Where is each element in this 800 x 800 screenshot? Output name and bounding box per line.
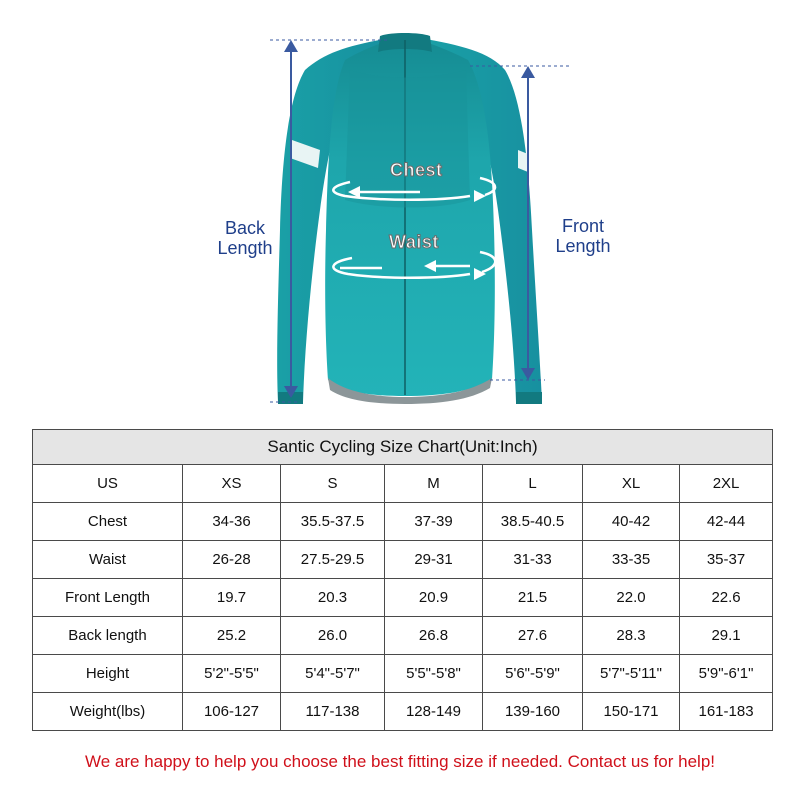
table-cell: 28.3 bbox=[583, 617, 680, 655]
table-cell: 21.5 bbox=[483, 579, 583, 617]
header-cell: 2XL bbox=[680, 465, 773, 503]
table-cell: 20.3 bbox=[281, 579, 385, 617]
table-cell: 19.7 bbox=[183, 579, 281, 617]
table-cell: 35-37 bbox=[680, 541, 773, 579]
table-cell: 35.5-37.5 bbox=[281, 503, 385, 541]
table-cell: 26.0 bbox=[281, 617, 385, 655]
front-length-label-line1: Front bbox=[561, 216, 604, 236]
table-cell: 33-35 bbox=[583, 541, 680, 579]
row-label: Chest bbox=[33, 503, 183, 541]
header-cell: XL bbox=[583, 465, 680, 503]
header-cell: XS bbox=[183, 465, 281, 503]
help-note: We are happy to help you choose the best fitting size if needed. Contact us for help! bbox=[84, 752, 716, 771]
table-row bbox=[33, 579, 773, 617]
table-cell: 22.6 bbox=[680, 579, 773, 617]
table-cell: 31-33 bbox=[483, 541, 583, 579]
table-cell: 117-138 bbox=[281, 693, 385, 731]
table-cell: 5'2"-5'5" bbox=[183, 655, 281, 693]
table-cell: 27.6 bbox=[483, 617, 583, 655]
table-cell: 37-39 bbox=[385, 503, 483, 541]
waist-label: Waist bbox=[389, 232, 439, 252]
table-cell: 22.0 bbox=[583, 579, 680, 617]
table-cell: 26.8 bbox=[385, 617, 483, 655]
chest-label: Chest bbox=[390, 160, 443, 180]
table-row bbox=[33, 617, 773, 655]
table-cell: 27.5-29.5 bbox=[281, 541, 385, 579]
header-cell: L bbox=[483, 465, 583, 503]
row-label: Waist bbox=[33, 541, 183, 579]
table-cell: 29-31 bbox=[385, 541, 483, 579]
table-cell: 150-171 bbox=[583, 693, 680, 731]
row-label: Front Length bbox=[33, 579, 183, 617]
row-label: Weight(lbs) bbox=[33, 693, 183, 731]
header-cell: US bbox=[33, 465, 183, 503]
table-cell: 5'9"-6'1" bbox=[680, 655, 773, 693]
table-cell: 139-160 bbox=[483, 693, 583, 731]
table-cell: 5'6"-5'9" bbox=[483, 655, 583, 693]
table-header-row bbox=[33, 465, 773, 503]
table-cell: 29.1 bbox=[680, 617, 773, 655]
table-cell: 20.9 bbox=[385, 579, 483, 617]
front-length-label bbox=[546, 216, 620, 256]
header-cell: S bbox=[281, 465, 385, 503]
row-label: Back length bbox=[33, 617, 183, 655]
table-row bbox=[33, 693, 773, 731]
table-cell: 42-44 bbox=[680, 503, 773, 541]
back-length-label bbox=[210, 218, 280, 258]
table-cell: 5'4"-5'7" bbox=[281, 655, 385, 693]
table-cell: 34-36 bbox=[183, 503, 281, 541]
table-row bbox=[33, 655, 773, 693]
table-cell: 5'7"-5'11" bbox=[583, 655, 680, 693]
size-chart-table bbox=[32, 429, 773, 731]
table-cell: 26-28 bbox=[183, 541, 281, 579]
table-cell: 128-149 bbox=[385, 693, 483, 731]
table-title-row bbox=[33, 430, 773, 465]
table-row bbox=[33, 541, 773, 579]
row-label: Height bbox=[33, 655, 183, 693]
table-row bbox=[33, 503, 773, 541]
back-length-label-line2: Length bbox=[217, 238, 273, 258]
table-cell: 106-127 bbox=[183, 693, 281, 731]
table-cell: 40-42 bbox=[583, 503, 680, 541]
table-cell: 38.5-40.5 bbox=[483, 503, 583, 541]
table-cell: 5'5"-5'8" bbox=[385, 655, 483, 693]
header-cell: M bbox=[385, 465, 483, 503]
table-cell: 25.2 bbox=[183, 617, 281, 655]
table-title: Santic Cycling Size Chart(Unit:Inch) bbox=[33, 430, 773, 465]
front-length-label-line2: Length bbox=[555, 236, 611, 256]
back-length-label-line1: Back bbox=[224, 218, 266, 238]
table-cell: 161-183 bbox=[680, 693, 773, 731]
